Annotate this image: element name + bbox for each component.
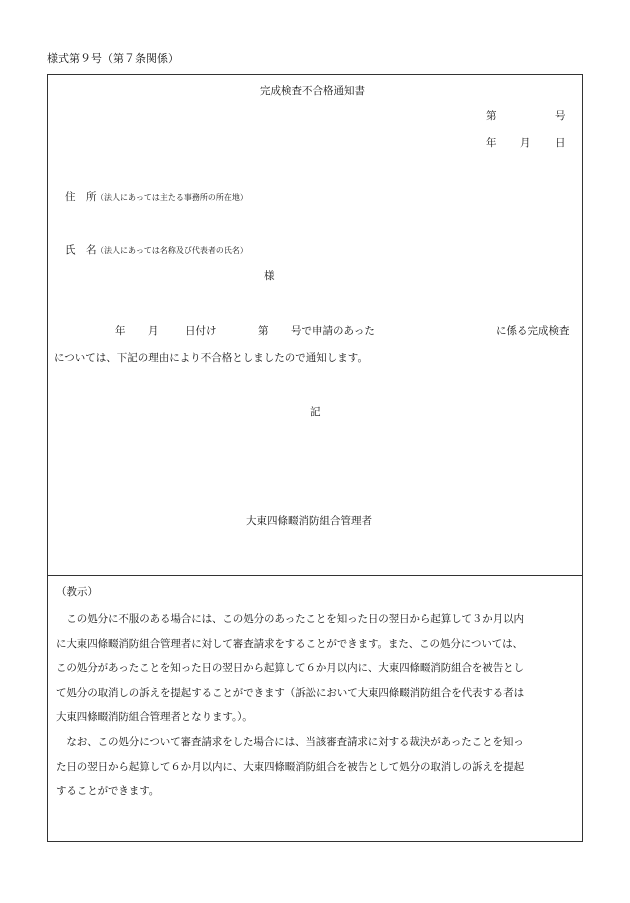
notice-title: 完成検査不合格通知書 <box>260 85 365 97</box>
name-note: （法人にあっては名称及び代表者の氏名） <box>96 246 248 255</box>
address-note: （法人にあっては主たる事務所の所在地） <box>96 193 248 202</box>
address-label: 住 所 <box>65 191 97 203</box>
instruction-line: することができます。 <box>56 785 160 797</box>
name-label: 氏 名 <box>65 244 97 256</box>
body-inspection: に係る完成検査 <box>496 325 570 337</box>
instruction-heading: （教示） <box>56 586 98 598</box>
instruction-paragraph-1 <box>56 607 576 730</box>
date-month: 月 <box>520 137 531 149</box>
instruction-line: 大東四條畷消防組合管理者となります。）。 <box>56 711 253 723</box>
form-number: 様式第９号（第７条関係） <box>47 52 179 65</box>
notice-form-box <box>47 74 583 842</box>
issuer-name: 大東四條畷消防組合管理者 <box>246 515 372 527</box>
body-year: 年 <box>115 325 126 337</box>
instruction-line: た日の翌日から起算して６か月以内に、大東四條畷消防組合を被告として処分の取消しの訴えを提起 <box>56 760 524 773</box>
date-day: 日 <box>555 137 566 149</box>
body-date-suffix: 日付け <box>185 325 217 337</box>
date-year: 年 <box>486 137 497 149</box>
section-divider <box>48 575 582 576</box>
instruction-line: なお、この処分について審査請求をした場合には、当該審査請求に対する裁決があったことを知っ <box>56 736 524 748</box>
ki-label: 記 <box>310 406 321 418</box>
body-month: 月 <box>148 325 159 337</box>
instruction-paragraph-2 <box>56 730 576 804</box>
body-go-phrase: 号で申請のあった <box>291 325 375 337</box>
number-dai: 第 <box>486 110 497 122</box>
instruction-line: に大東四條畷消防組合管理者に対して審査請求をすることができます。また、この処分については、 <box>56 637 523 650</box>
instruction-line: この処分があったことを知った日の翌日から起算して６か月以内に、大東四條畷消防組合を被告とし <box>56 662 524 674</box>
number-go: 号 <box>555 110 566 122</box>
instruction-line: この処分に不服のある場合には、この処分のあったことを知った日の翌日から起算して３か月以内 <box>56 613 524 625</box>
body-dai: 第 <box>258 325 269 337</box>
instruction-line: て処分の取消しの訴えを提起することができます（訴訟において大東四條畷消防組合を代表する者は <box>56 686 524 699</box>
body-line-2: については、下記の理由により不合格としましたので通知します。 <box>54 352 368 364</box>
honorific-sama: 様 <box>264 270 275 282</box>
